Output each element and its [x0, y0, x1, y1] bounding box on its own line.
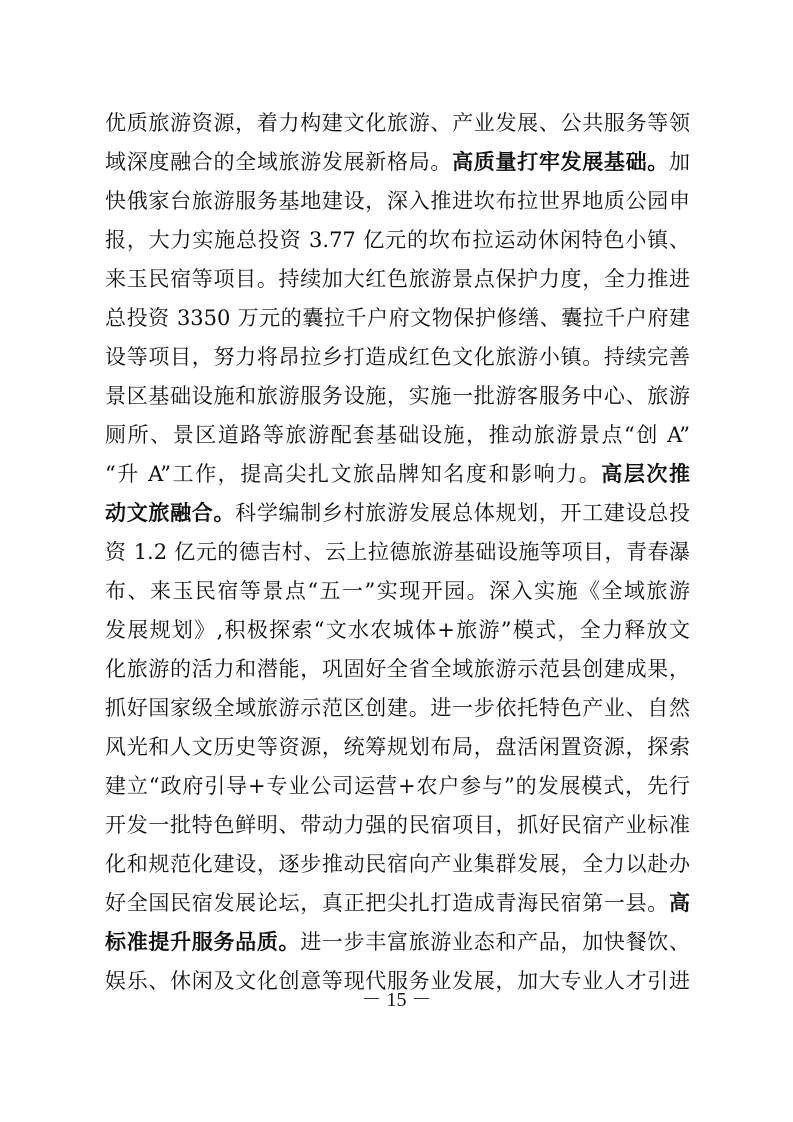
text-line [105, 533, 690, 572]
text-line [105, 845, 690, 884]
body-text-segment: “升 A”工作，提高尖扎文旅品牌知名度和影响力。 [105, 462, 602, 486]
body-text-segment: 化和规范化建设，逐步推动民宿向产业集群发展，全力以赴办 [105, 852, 690, 876]
body-text-segment: 设等项目，努力将昂拉乡打造成红色文化旅游小镇。持续完善 [105, 345, 690, 369]
body-text-segment: 资 1.2 亿元的德吉村、云上拉德旅游基础设施等项目，青春瀑 [105, 540, 690, 564]
bold-heading-text: 高 [669, 891, 690, 915]
text-line [105, 182, 690, 221]
body-text-segment: 域深度融合的全域旅游发展新格局。 [105, 150, 453, 174]
body-text-segment: 风光和人文历史等资源，统筹规划布局，盘活闲置资源，探索 [105, 735, 690, 759]
body-text-segment: 快俄家台旅游服务基地建设，深入推进坎布拉世界地质公园申 [105, 189, 690, 213]
text-line [105, 689, 690, 728]
bold-heading-text: 标准提升服务品质。 [105, 930, 301, 954]
text-line [105, 299, 690, 338]
text-line [105, 104, 690, 143]
text-line [105, 377, 690, 416]
body-text-segment: 娱乐、休闲及文化创意等现代服务业发展，加大专业人才引进 [105, 969, 690, 993]
text-line [105, 650, 690, 689]
text-line [105, 728, 690, 767]
bold-heading-text: 高层次推 [601, 462, 690, 486]
body-text-segment: 抓好国家级全域旅游示范区创建。进一步依托特色产业、自然 [105, 696, 690, 720]
text-line [105, 338, 690, 377]
body-text-segment: 好全国民宿发展论坛，真正把尖扎打造成青海民宿第一县。 [105, 891, 669, 915]
body-text-segment: 景区基础设施和旅游服务设施，实施一批游客服务中心、旅游 [105, 384, 690, 408]
body-text-segment: 来玉民宿等项目。持续加大红色旅游景点保护力度，全力推进 [105, 267, 690, 291]
text-line [105, 923, 690, 962]
text-line [105, 494, 690, 533]
body-text-segment: 开发一批特色鲜明、带动力强的民宿项目，抓好民宿产业标准 [105, 813, 690, 837]
bold-heading-text: 动文旅融合。 [105, 501, 236, 525]
text-line [105, 260, 690, 299]
text-line [105, 455, 690, 494]
text-line [105, 611, 690, 650]
text-line [105, 143, 690, 182]
body-text-segment: 进一步丰富旅游业态和产品，加快餐饮、 [300, 930, 690, 954]
body-text-segment: 优质旅游资源，着力构建文化旅游、产业发展、公共服务等领 [105, 111, 690, 135]
body-text-segment: 科学编制乡村旅游发展总体规划，开工建设总投 [235, 501, 690, 525]
text-line [105, 221, 690, 260]
text-line [105, 572, 690, 611]
text-line [105, 806, 690, 845]
body-text-segment: 加 [669, 150, 690, 174]
body-text-segment: 布、来玉民宿等景点“五一”实现开园。深入实施《全域旅游 [105, 579, 690, 603]
body-text-segment: 化旅游的活力和潜能，巩固好全省全域旅游示范县创建成果， [105, 657, 690, 681]
body-text-segment: 发展规划》,积极探索“文水农城体+旅游”模式，全力释放文 [105, 618, 690, 642]
body-text [105, 104, 690, 1001]
page-number: － 15 － [361, 989, 432, 1011]
body-text-segment: 厕所、景区道路等旅游配套基础设施，推动旅游景点“创 A” [105, 423, 690, 447]
text-line [105, 767, 690, 806]
body-text-segment: 总投资 3350 万元的囊拉千户府文物保护修缮、囊拉千户府建 [105, 306, 690, 330]
text-line [105, 884, 690, 923]
body-text-segment: 建立“政府引导+专业公司运营+农户参与”的发展模式，先行 [105, 774, 690, 798]
body-text-segment: 报，大力实施总投资 3.77 亿元的坎布拉运动休闲特色小镇、 [105, 228, 690, 252]
text-line [105, 416, 690, 455]
bold-heading-text: 高质量打牢发展基础。 [452, 150, 670, 174]
